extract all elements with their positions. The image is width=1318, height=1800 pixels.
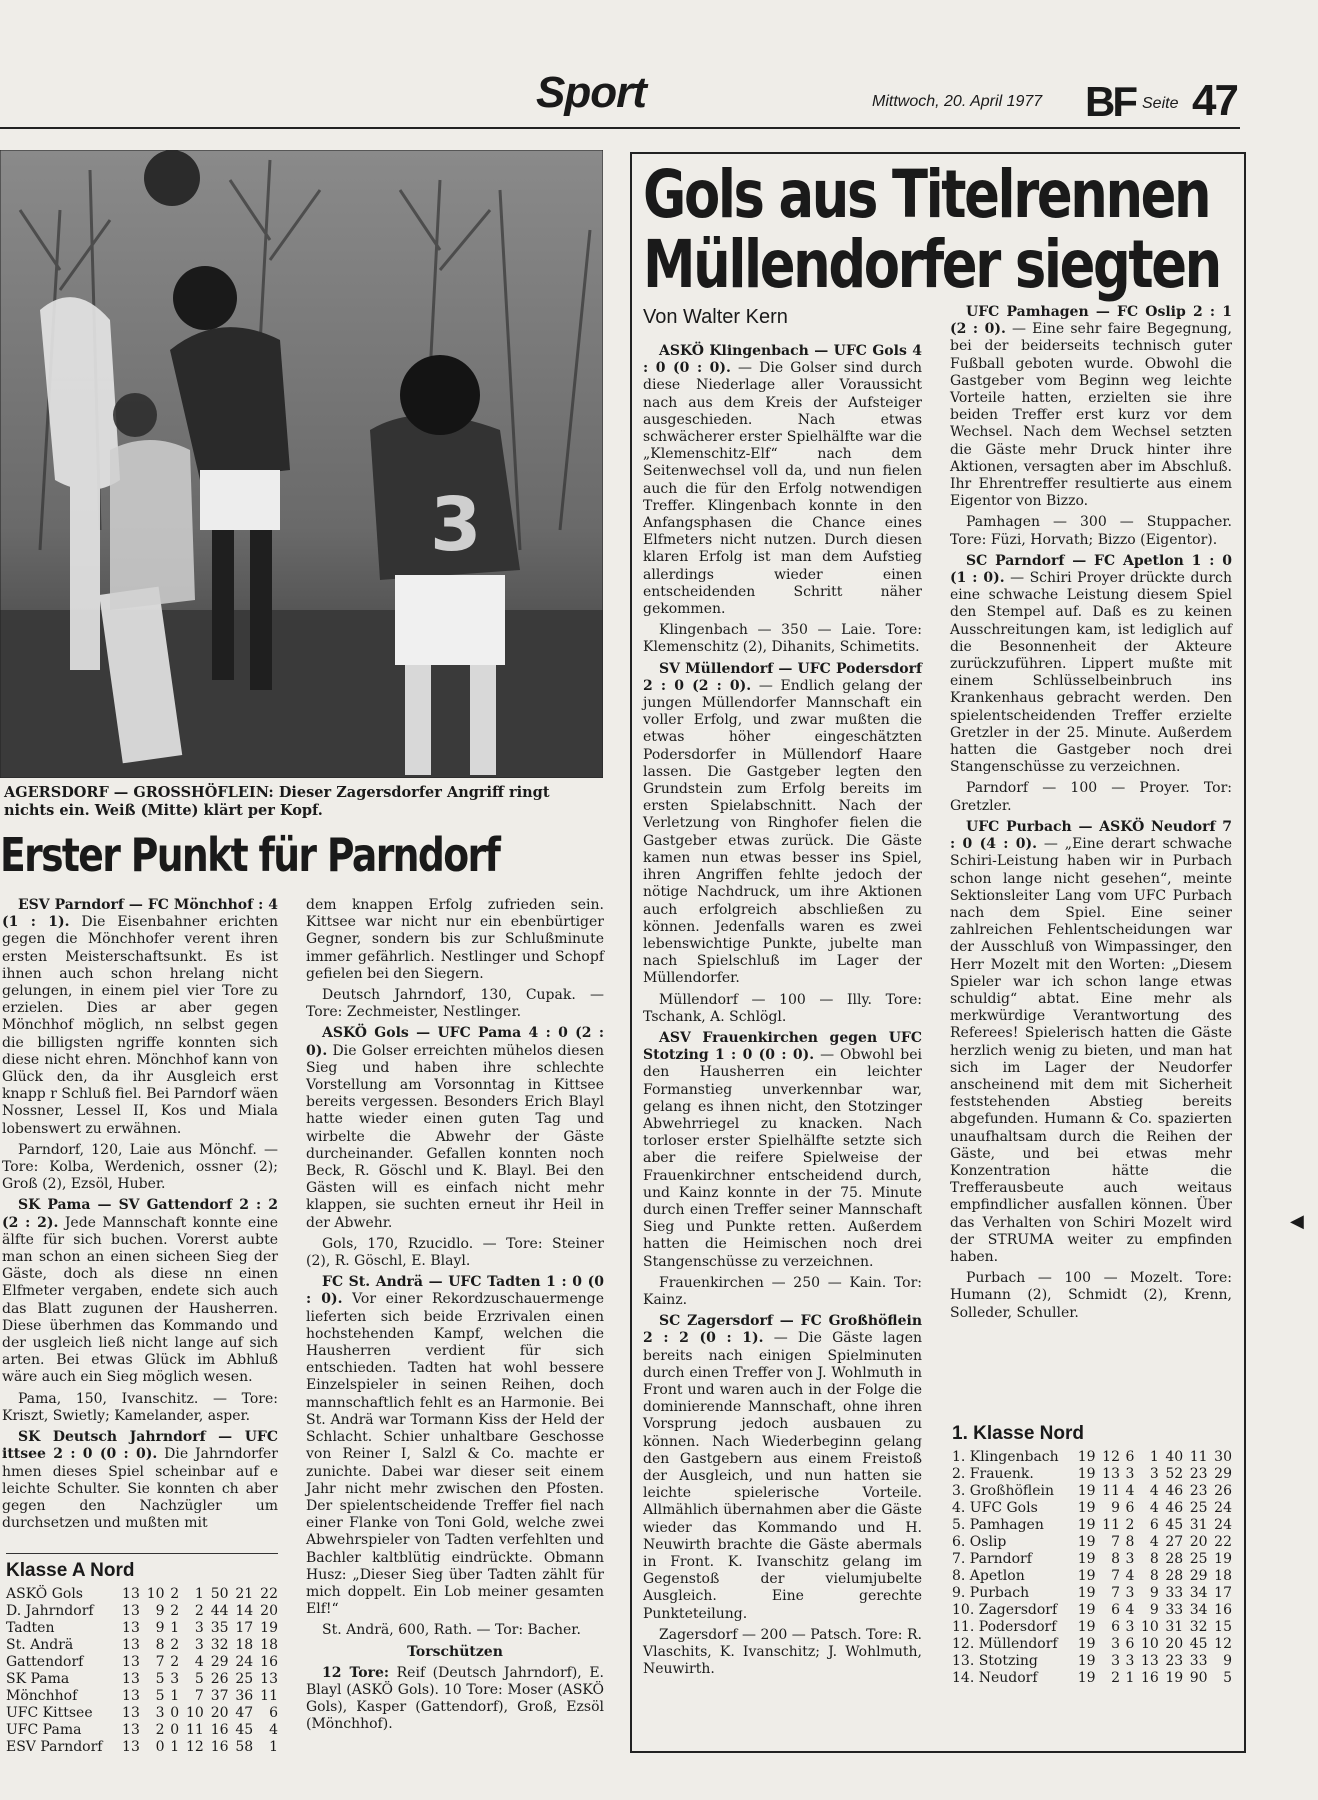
stat-cell: 2 [170,1637,180,1653]
stat-cell: 19 [1077,1619,1096,1635]
stat-cell: 3 [155,1705,165,1721]
stat-cell: 16 [210,1722,229,1738]
paragraph: 12 Tore: Reif (Deutsch Jahrndorf), E. Blayl (ASKÖ Gols). 10 Tore: Moser (ASKÖ Gols), Kasper (Gattendorf), Groß, Ezsöl (Mönchhof). [306,1664,604,1733]
paragraph: Müllendorf — 100 — Illy. Tore: Tschank, A. Schlögl. [643,991,922,1025]
team-name: 3. Großhöflein [952,1483,1055,1499]
stat-cell: 12 [186,1739,204,1755]
stat-cell: 3 [1125,1466,1135,1482]
stat-cell: 1 [1125,1670,1135,1686]
table-row [6,1637,278,1654]
headline-line-1: Gols aus Titelrennen [643,156,1210,233]
stat-cell: 19 [1214,1551,1232,1567]
stat-cell: 3 [1125,1653,1135,1669]
stat-cell: 9 [1111,1500,1120,1516]
table-row [952,1517,1232,1534]
stat-cell: 20 [210,1705,229,1721]
paragraph: ASV Frauenkirchen gegen UFC Stotzing 1 : 0 (0 : 0). — Obwohl bei den Hausherren ein leichter Formanstieg unverkennbar war, gelang es ihnen nicht, den Stotzinger Abwehrriegel zu knacken. Nach torloser erster Spielhälfte setzte sich aber die reifere Spielweise der Frauenkirchner entscheidend durch, und Kainz konnte in der 75. Minute durch einen Treffer seiner Mannschaft Sieg und Punkte retten. Außerdem hatten die Heimischen noch drei Stangenschüsse zu verzeichnen. [643,1029,922,1270]
stat-cell: 13 [122,1637,140,1653]
page-label: Seite [1142,95,1179,112]
table-title: Klasse A Nord [6,1560,135,1581]
stat-cell: 33 [1165,1585,1184,1601]
table-title: 1. Klasse Nord [952,1423,1084,1444]
stat-cell: 12 [1102,1449,1120,1465]
team-name: 13. Stotzing [952,1653,1038,1669]
stat-cell: 11 [1189,1449,1208,1465]
stat-cell: 6 [1149,1517,1159,1533]
paragraph: Zagersdorf — 200 — Patsch. Tore: R. Vlaschits, K. Ivanschitz; J. Wohlmuth, Neuwirth. [643,1626,922,1678]
stat-cell: 21 [235,1586,254,1602]
table-row [952,1483,1232,1500]
paragraph: ASKÖ Gols — UFC Pama 4 : 0 (2 : 0). Die Golser erreichten mühelos diesen Sieg und haben ihre schlechte Vorstellung am Vorsonntag in Kittsee bereits vergessen. Besonders Erich Blayl hatte wieder einen guten Tag und wirbelte die Abwehr der Gäste durcheinander. Gefallen konnten noch Beck, R. Göschl und K. Blayl. Bei den Gästen will es einfach nicht mehr klappen, sie suchten erneut ihr Heil in der Abwehr. [306,1025,604,1231]
stat-cell: 19 [1077,1483,1096,1499]
stat-cell: 25 [235,1671,254,1687]
paragraph: FC St. Andrä — UFC Tadten 1 : 0 (0 : 0). Vor einer Rekordzuschauermenge lieferten sich beide Erzrivalen einen hochstehenden Kampf, welchen die Hausherren verdient für sich entschieden. Tadten hat wohl bessere Einzelspieler in seinen Reihen, doch mannschaftlich fehlt es an Harmonie. Bei St. Andrä war Tormann Kiss der Held der Schlacht. Schier unhaltbare Geschosse von Reiner I, Salzl & Co. machte er zunichte. Dabei war dieser seit einem Jahr nicht mehr zwischen den Pfosten. Der spielentscheidende Treffer fiel nach einer Flanke von Toni Gold, welche zwei Abwehrspieler von Tadten verfehlten und Bachler kaltblütig eindrückte. Obmann Husz: „Dieser Sieg über Tadten zählt für mich doppelt. Ein Lob meiner gesamten Elf!“ [306,1274,605,1618]
left-article-col1 [2,897,278,1536]
stat-cell: 13 [1102,1466,1120,1482]
team-name: 12. Müllendorf [952,1636,1058,1652]
table-row [952,1534,1232,1551]
stat-cell: 32 [1189,1619,1208,1635]
header-rule [0,127,1240,129]
team-name: 8. Apetlon [952,1568,1025,1584]
stat-cell: 6 [1111,1619,1120,1635]
byline: Von Walter Kern [643,306,788,328]
right-article-col1 [643,343,922,1682]
stat-cell: 23 [1165,1653,1184,1669]
table-row [952,1568,1232,1585]
team-name: 9. Purbach [952,1585,1030,1601]
stat-cell: 19 [260,1620,278,1636]
team-name: D. Jahrndorf [6,1603,94,1619]
paragraph: UFC Pamhagen — FC Oslip 2 : 1 (2 : 0). — Eine sehr faire Begegnung, bei der beiderseits technisch guter Fußball geboten wurde. Obwohl die Gastgeber vom Beginn weg leichte Vorteile hatten, erzielten sie ihre beiden Treffer erst kurz vor dem Wechsel. Nach dem Wechsel setzten die Gäste mehr Druck hinter ihre Aktionen, versagten aber im Abschluß. Ihr Ehrentreffer resultierte aus einem Eigentor von Bizzo. [950,304,1232,510]
stat-cell: 10 [1140,1619,1159,1635]
stat-cell: 7 [155,1654,165,1670]
left-headline: Erster Punkt für Parndorf [0,828,500,882]
stat-cell: 5 [1223,1670,1232,1686]
table-row [952,1551,1232,1568]
stat-cell: 4 [1125,1602,1135,1618]
stat-cell: 0 [170,1705,180,1721]
stat-cell: 45 [1189,1636,1208,1652]
team-name: 1. Klingenbach [952,1449,1059,1465]
team-name: Tadten [6,1620,55,1636]
photo-illustration [0,150,603,778]
team-name: 2. Frauenk. [952,1466,1034,1482]
stat-cell: 9 [155,1603,165,1619]
stat-cell: 4 [1149,1483,1159,1499]
stat-cell: 22 [1214,1534,1232,1550]
stat-cell: 13 [122,1739,140,1755]
stat-cell: 30 [1214,1449,1232,1465]
stat-cell: 28 [1165,1551,1184,1567]
stat-cell: 11 [186,1722,204,1738]
svg-text:3: 3 [430,482,482,568]
stat-cell: 27 [1165,1534,1184,1550]
team-name: Mönchhof [6,1688,78,1704]
stat-cell: 16 [260,1654,278,1670]
stat-cell: 31 [1165,1619,1184,1635]
table-row [952,1670,1232,1687]
stat-cell: 4 [1149,1500,1159,1516]
table-row [952,1619,1232,1636]
stat-cell: 1 [1149,1449,1159,1465]
stat-cell: 13 [122,1671,140,1687]
stat-cell: 19 [1077,1534,1096,1550]
paragraph: UFC Purbach — ASKÖ Neudorf 7 : 0 (4 : 0). — „Eine derart schwache Schiri-Leistung haben wir in Purbach schon lange nicht gesehen“, meinte Sektionsleiter Lang vom UFC Purbach nach dem Spiel. Eine seiner zahlreichen Fehlentscheidungen war der Ausschluß von Wimpassinger, den Herr Mozelt mit den Worten: „Diesem Spieler war ich schon lange etwas schuldig“ abtat. Eine mehr als merkwürdige Verantwortung des Referees! Spielerisch hatten die Gäste herzlich wenig zu bieten, und man hat sich im Lager der Neudorfer anscheinend mit dem mit Sicherheit feststehenden Abstieg bereits abgefunden. Humann & Co. spazierten unaufhaltsam durch die Reihen der Gäste, und bei etwas mehr Konzentration hätte die Trefferausbeute auch weitaus empfindlicher ausfallen können. Über das Verhalten von Schiri Mozelt wird der STRUMA weiter zu empfinden haben. [950,818,1232,1265]
stat-cell: 9 [1223,1653,1232,1669]
stat-cell: 20 [1165,1636,1184,1652]
team-name: Gattendorf [6,1654,84,1670]
photo-caption: AGERSDORF — GROSSHÖFLEIN: Dieser Zagersdorfer Angriff ringt nichts ein. Weiß (Mitte) klärt per Kopf. [4,784,550,819]
stat-cell: 32 [210,1637,229,1653]
stat-cell: 3 [1149,1466,1159,1482]
stat-cell: 19 [1077,1568,1096,1584]
stat-cell: 13 [1140,1653,1159,1669]
left-article-col2 [306,897,604,1738]
paragraph: Pama, 150, Ivanschitz. — Tore: Kriszt, Swietly; Kamelander, asper. [2,1390,278,1424]
section-title: Sport [536,68,646,117]
stat-cell: 13 [122,1603,140,1619]
table-1-klasse-nord [952,1417,1232,1687]
stat-cell: 4 [269,1722,278,1738]
table-row [6,1671,278,1688]
team-name: St. Andrä [6,1637,74,1653]
stat-cell: 15 [1214,1619,1232,1635]
stat-cell: 16 [210,1739,229,1755]
stat-cell: 7 [1111,1585,1120,1601]
stat-cell: 2 [194,1603,204,1619]
paragraph: dem knappen Erfolg zufrieden sein. Kittsee war nicht nur ein ebenbürtiger Gegner, sondern bis zur Schlußminute immer gefährlich. Nestlinger und Schopf gefielen bei den Siegern. [306,897,604,982]
stat-cell: 40 [1165,1449,1184,1465]
divider [6,1553,278,1554]
paragraph: SC Zagersdorf — FC Großhöflein 2 : 2 (0 : 1). — Die Gäste lagen bereits nach einigen Spielminuten durch einen Treffer von J. Wohlmuth in Front und waren auch in der Folge die dominierende Mannschaft, ohne ihren Vorsprung jedoch ausbauen zu können. Nach Wiederbeginn gelang den Gastgebern aus einem Freistoß der Ausgleich, und nun hatten sie leichte spielerische Vorteile. Allmählich übernahmen aber die Gäste wieder das Kommando und H. Neuwirth brachte die Gäste abermals in Front. K. Ivanschitz gelang im Gegenstoß der vielumjubelte Ausgleich. Eine gerechte Punkteteilung. [643,1313,922,1622]
stat-cell: 0 [155,1739,165,1755]
stat-cell: 25 [1189,1500,1208,1516]
table-row [6,1722,278,1739]
football-photo [0,150,603,778]
stat-cell: 13 [122,1654,140,1670]
stat-cell: 19 [1077,1653,1096,1669]
team-name: 5. Pamhagen [952,1517,1044,1533]
stat-cell: 10 [1140,1636,1159,1652]
stat-cell: 14 [235,1603,254,1619]
stat-cell: 2 [170,1654,180,1670]
stat-cell: 5 [155,1671,165,1687]
stat-cell: 22 [260,1586,278,1602]
stat-cell: 44 [210,1603,229,1619]
stat-cell: 9 [155,1620,165,1636]
table-row [952,1602,1232,1619]
stat-cell: 9 [1149,1585,1159,1601]
paragraph: Parndorf — 100 — Proyer. Tor: Gretzler. [950,780,1232,814]
stat-cell: 36 [235,1688,254,1704]
stat-cell: 1 [170,1620,180,1636]
stat-cell: 13 [122,1620,140,1636]
paragraph: Purbach — 100 — Mozelt. Tore: Humann (2), Schmidt (2), Krenn, Solleder, Schuller. [950,1270,1232,1321]
stat-cell: 19 [1165,1670,1184,1686]
stat-cell: 28 [1165,1568,1184,1584]
stat-cell: 10 [186,1705,204,1721]
team-name: ESV Parndorf [6,1739,103,1755]
table-row [6,1654,278,1671]
standings-table [6,1586,278,1756]
stat-cell: 2 [155,1722,165,1738]
table-klasse-a-nord [6,1551,278,1756]
stat-cell: 13 [122,1688,140,1704]
stat-cell: 29 [1214,1466,1232,1482]
paragraph: Deutsch Jahrndorf, 130, Cupak. — Tore: Zechmeister, Nestlinger. [306,987,604,1021]
stat-cell: 3 [1111,1653,1120,1669]
team-name: SK Pama [6,1671,70,1687]
table-row [952,1449,1232,1466]
margin-arrow-icon: ◀ [1290,1211,1304,1232]
page-number: 47 [1192,76,1237,125]
stat-cell: 46 [1165,1500,1184,1516]
team-name: ASKÖ Gols [6,1586,83,1602]
stat-cell: 34 [1189,1585,1208,1601]
team-name: 4. UFC Gols [952,1500,1038,1516]
stat-cell: 23 [1189,1466,1208,1482]
stat-cell: 31 [1189,1517,1208,1533]
stat-cell: 13 [122,1705,140,1721]
stat-cell: 16 [1214,1602,1232,1618]
table-row [6,1705,278,1722]
stat-cell: 13 [122,1722,140,1738]
stat-cell: 0 [170,1722,180,1738]
paragraph: ASKÖ Klingenbach — UFC Gols 4 : 0 (0 : 0). — Die Golser sind durch diese Niederlage aller Voraussicht nach aus dem Kreis der Aufsteiger ausgeschieden. Nach etwas schwächerer erster Spielhälfte war die „Klemenschitz-Elf“ nach dem Seitenwechsel voll da, und nun fielen auch die für den Erfolg notwendigen Treffer. Klingenbach konnte in den Anfangsphasen die Chance eines Elfmeters nicht nutzen. Durch diesen klaren Erfolg ist man dem Aufstieg allerdings wieder einen entscheidenden Schritt näher gekommen. [643,343,922,618]
table-row [6,1620,278,1637]
stat-cell: 8 [1111,1551,1120,1567]
stat-cell: 19 [1077,1585,1096,1601]
scorers-heading: Torschützen [407,1643,503,1660]
stat-cell: 1 [269,1739,278,1755]
stat-cell: 35 [210,1620,229,1636]
stat-cell: 26 [1214,1483,1232,1499]
stat-cell: 19 [1077,1602,1096,1618]
stat-cell: 4 [1149,1534,1159,1550]
stat-cell: 58 [235,1739,254,1755]
stat-cell: 29 [1189,1568,1208,1584]
right-article-col2 [950,304,1232,1326]
team-name: 10. Zagersdorf [952,1602,1058,1618]
stat-cell: 13 [122,1586,140,1602]
stat-cell: 1 [170,1739,180,1755]
stat-cell: 6 [1125,1636,1135,1652]
stat-cell: 2 [1125,1517,1135,1533]
stat-cell: 24 [235,1654,254,1670]
table-row [952,1466,1232,1483]
team-name: 11. Podersdorf [952,1619,1057,1635]
stat-cell: 19 [1077,1551,1096,1567]
headline-line-2: Müllendorfer siegten [643,226,1220,303]
page-header [0,0,1318,130]
stat-cell: 16 [1140,1670,1159,1686]
stat-cell: 11 [1102,1517,1120,1533]
team-name: 6. Oslip [952,1534,1007,1550]
stat-cell: 24 [1214,1517,1232,1533]
stat-cell: 8 [155,1637,165,1653]
stat-cell: 11 [1102,1483,1120,1499]
table-row [952,1500,1232,1517]
table-row [6,1603,278,1620]
stat-cell: 3 [170,1671,180,1687]
paragraph: St. Andrä, 600, Rath. — Tor: Bacher. [322,1622,581,1639]
team-name: UFC Kittsee [6,1705,93,1721]
stat-cell: 18 [1214,1568,1232,1584]
stat-cell: 2 [1111,1670,1120,1686]
stat-cell: 3 [194,1637,204,1653]
stat-cell: 3 [194,1620,204,1636]
stat-cell: 52 [1165,1466,1184,1482]
stat-cell: 7 [1111,1568,1120,1584]
team-name: UFC Pama [6,1722,82,1738]
stat-cell: 47 [235,1705,254,1721]
stat-cell: 6 [1125,1500,1135,1516]
paragraph: Pamhagen — 300 — Stuppacher. Tore: Füzi, Horvath; Bizzo (Eigentor). [950,514,1232,548]
stat-cell: 50 [210,1586,229,1602]
paragraph: SK Deutsch Jahrndorf — UFC ittsee 2 : 0 (0 : 0). Die Jahrndorfer hmen dieses Spiel scheinbar auf e leichte Schulter. Sie konnten ch aber gegen den Nachzügler um durchsetzen und mußten mit [2,1429,278,1532]
stat-cell: 18 [235,1637,254,1653]
stat-cell: 11 [260,1688,278,1704]
table-row [6,1586,278,1603]
stat-cell: 23 [1189,1483,1208,1499]
stat-cell: 9 [1149,1602,1159,1618]
stat-cell: 1 [170,1688,180,1704]
table-row [6,1688,278,1705]
paragraph: SV Müllendorf — UFC Podersdorf 2 : 0 (2 : 0). — Endlich gelang der jungen Müllendorfer Mannschaft ein voller Erfolg, und zwar mußten die etwas höher eingeschätzten Podersdorfer in Müllendorf Haare lassen. Die Gastgeber legten den Grundstein zum Erfolg bereits im ersten Spielabschnitt. Nach der Verletzung von Ringhofer fielen die Gastgeber etwas zurück. Die Gäste kamen nun etwas besser ins Spiel, ihren Angriffen fehlte jedoch der nötige Nachdruck, um ihre Aktionen auch erfolgreich abschließen zu können. Jedenfalls waren es zwei lebenswichtige Punkte, jubelte man nach Spielschluß im Lager der Müllendorfer. [643,660,922,987]
paragraph: Parndorf, 120, Laie aus Mönchf. — Tore: Kolba, Werdenich, ossner (2); Groß (2), Ezsöl, Huber. [2,1141,278,1193]
team-name: 7. Parndorf [952,1551,1032,1567]
stat-cell: 4 [194,1654,204,1670]
stat-cell: 18 [260,1637,278,1653]
table-row [952,1636,1232,1653]
stat-cell: 37 [210,1688,229,1704]
paragraph: Frauenkirchen — 250 — Kain. Tor: Kainz. [643,1274,922,1308]
stat-cell: 7 [1111,1534,1120,1550]
stat-cell: 24 [1214,1500,1232,1516]
stat-cell: 8 [1149,1568,1159,1584]
standings-table [952,1449,1232,1687]
stat-cell: 2 [170,1603,180,1619]
right-headline [643,156,1220,303]
stat-cell: 45 [1165,1517,1184,1533]
stat-cell: 10 [146,1586,165,1602]
stat-cell: 19 [1077,1670,1096,1686]
paragraph: SC Parndorf — FC Apetlon 1 : 0 (1 : 0). — Schiri Proyer drückte durch eine schwache Leistung diesem Spiel den Stempel auf. Daß es zu keinen Ausschreitungen kam, ist lediglich auf die Besonnenheit der Akteure zurückzuführen. Lippert mußte mit einem Schlüsselbeinbruch ins Krankenhaus gebracht werden. Den spielentscheidenden Treffer erzielte Gretzler in der 25. Minute. Außerdem hatten die Gastgeber noch drei Stangenschüsse zu verzeichnen. [950,552,1232,776]
stat-cell: 6 [1111,1602,1120,1618]
stat-cell: 26 [210,1671,229,1687]
stat-cell: 19 [1077,1636,1096,1652]
stat-cell: 8 [1125,1534,1135,1550]
stat-cell: 3 [1125,1551,1135,1567]
team-name: 14. Neudorf [952,1670,1038,1686]
stat-cell: 90 [1189,1670,1208,1686]
stat-cell: 19 [1077,1500,1096,1516]
stat-cell: 3 [1125,1585,1135,1601]
paragraph: Klingenbach — 350 — Laie. Tore: Klemenschitz (2), Dihanits, Schimetits. [643,622,922,656]
stat-cell: 8 [1149,1551,1159,1567]
stat-cell: 4 [1125,1568,1135,1584]
stat-cell: 46 [1165,1483,1184,1499]
stat-cell: 19 [1077,1466,1096,1482]
stat-cell: 4 [1125,1483,1135,1499]
stat-cell: 3 [1111,1636,1120,1652]
stat-cell: 2 [170,1586,180,1602]
stat-cell: 6 [269,1705,278,1721]
stat-cell: 19 [1077,1449,1096,1465]
paragraph: Gols, 170, Rzucidlo. — Tore: Steiner (2), R. Göschl, E. Blayl. [306,1235,604,1270]
stat-cell: 29 [210,1654,229,1670]
table-row [6,1739,278,1756]
paragraph: ESV Parndorf — FC Mönchhof : 4 (1 : 1). Die Eisenbahner erichten gegen die Mönchhofer verent ihren ersten Meisterschaftsunkt. Es ist ihnen auch schon hrelang nicht gelungen, in einem piel vier Tore zu erzielen. Dies ar aber gegen Mönchhof möglich, nn selbst gegen die billigsten ngriffe konnten sich diese nicht ehren. Mönchhof kann von Glück den, da ihr Ausgleich erst knapp r Schluß fiel. Bei Parndorf wäen Nossner, Lessel II, Kos und Miala lobenswert zu erwähnen. [2,897,278,1137]
stat-cell: 17 [1214,1585,1232,1601]
stat-cell: 17 [235,1620,254,1636]
stat-cell: 6 [1125,1449,1135,1465]
stat-cell: 12 [1214,1636,1232,1652]
stat-cell: 25 [1189,1551,1208,1567]
stat-cell: 20 [260,1603,278,1619]
table-row [952,1585,1232,1602]
stat-cell: 13 [260,1671,278,1687]
issue-date: Mittwoch, 20. April 1977 [872,93,1043,110]
stat-cell: 3 [1125,1619,1135,1635]
stat-cell: 33 [1165,1602,1184,1618]
stat-cell: 19 [1077,1517,1096,1533]
stat-cell: 7 [194,1688,204,1704]
stat-cell: 5 [194,1671,204,1687]
stat-cell: 33 [1189,1653,1208,1669]
stat-cell: 34 [1189,1602,1208,1618]
stat-cell: 20 [1189,1534,1208,1550]
stat-cell: 5 [155,1688,165,1704]
stat-cell: 1 [194,1586,204,1602]
table-row [952,1653,1232,1670]
paragraph: SK Pama — SV Gattendorf 2 : 2 (2 : 2). Jede Mannschaft konnte eine älfte für sich buchen. Vorerst aubte man schon an einen sicheen Sieg der Gäste, doch als diese nn einen Elfmeter vergaben, endete sich auch das Blatt zugunen der Hausherren. Diese überhmen das Kommando und der usgleich ließ nicht lange auf sich arten. Bei etwas Glück im Abhluß wäre auch ein Sieg möglich wesen. [2,1197,278,1386]
paper-logo: BF [1085,78,1135,125]
stat-cell: 45 [235,1722,254,1738]
